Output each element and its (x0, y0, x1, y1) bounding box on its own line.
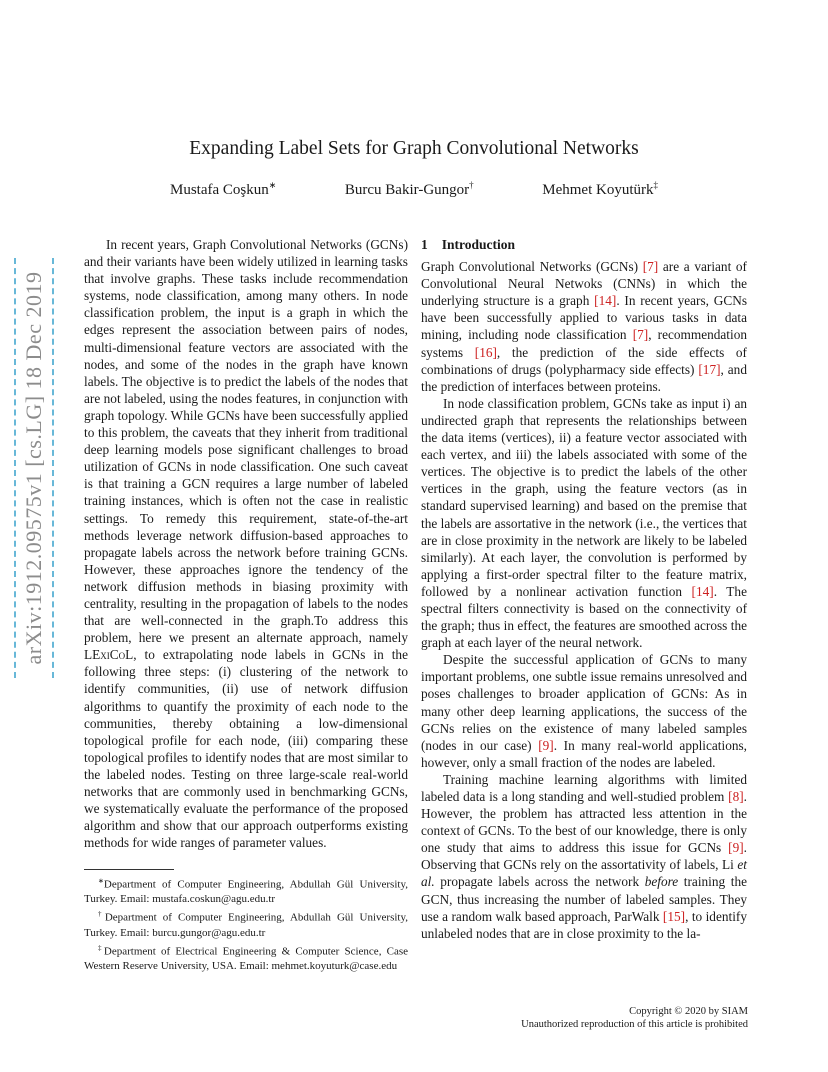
citation-link[interactable]: [14] (594, 293, 617, 309)
introduction (421, 236, 747, 942)
intro-paragraph: Training machine learning algorithms with limited labeled data is a long standing and well-studied problem [8]. However, the problem has attracted less attention in the context of GCNs. To the best of our knowledge, there is only one study that aims to address this issue for GCNs [9]. Observing that GCNs rely on the assortativity of labels, Li et al. propagate labels across the network before training the GCN, thus increasing the number of labeled samples. They use a random walk based approach, ParWalk [15], to identify unlabeled nodes that are in close proximity to the la- (421, 771, 747, 941)
citation-link[interactable]: [8] (728, 789, 744, 804)
citation-link[interactable]: [7] (632, 327, 649, 343)
citation-link[interactable]: [15] (662, 908, 686, 924)
method-name: LExiCoL (84, 647, 134, 663)
author-list (170, 180, 658, 199)
author: Burcu Bakir-Gungor† (344, 180, 474, 198)
footnotes (84, 874, 408, 974)
paper-title: Expanding Label Sets for Graph Convolutional Networks (189, 138, 639, 159)
copyright-notice: Copyright © 2020 by SIAM Unauthorized reproduction of this article is prohibited (521, 1006, 748, 1030)
citation-link[interactable]: [14] (691, 583, 714, 599)
abstract (84, 236, 408, 851)
section-heading: 1 Introduction (421, 237, 516, 252)
citation-link[interactable]: [17] (698, 361, 721, 377)
footnote-rule (84, 869, 174, 870)
footnote: ‡Department of Electrical Engineering & Computer Science, Case Western Reserve University, USA. Email: mehmet.koyuturk@case.edu (84, 943, 408, 972)
citation-link[interactable]: [9] (728, 840, 744, 856)
intro-paragraph: Graph Convolutional Networks (GCNs) [7] are a variant of Convolutional Neural Netwoks (CNNs) in which the underlying structure is a graph [14]. In recent years, GCNs have been successfully applied to various tasks in data mining, including node classification [7], recommendation systems [16], the prediction of the side effects of combinations of drugs (polypharmacy side effects) [17], and the prediction of interfaces between proteins. (421, 259, 747, 394)
footnote: †Department of Computer Engineering, Abdullah Gül University, Turkey. Email: burcu.gungor@agu.edu.tr (84, 910, 409, 939)
intro-paragraph: In node classification problem, GCNs take as input i) an undirected graph that represents the relationships between the data items (vertices), ii) a feature vector associated with each vertex, and iii) the labels associated with some of the vertices. The objective is to predict the labels of the other vertices in the graph, using the feature vectors (as in standard supervised learning) and based on the premise that the labels are assortative in the network (i.e., the vertices that are in close proximity in the network are likely to be labeled similarly). At each layer, the convolution is performed by applying a first-order spectral filter to the feature matrix, followed by a nonlinear activation function [14]. The spectral filters connectivity is based on the connectivity of the graph; thus in effect, the features are smoothed across the graph at each layer of the neural network. (421, 395, 747, 651)
author: Mustafa Coşkun∗ (170, 180, 277, 198)
citation-link[interactable]: [7] (642, 259, 659, 275)
abstract-text: In recent years, Graph Convolutional Networks (GCNs) and their variants have been widely utilized in learning tasks that involve graphs. These tasks include recommendation systems, node classification, among many others. In node classification problem, the input is a graph in which the edges represent the association between pairs of nodes, multi-dimensional feature vectors are associated with the nodes, and some of the nodes in the graph have known labels. The objective is to predict the labels of the nodes that are not labeled, using the nodes features, in conjunction with graph topology. While GCNs have been successfully applied to this problem, the caveats that they inherit from traditional deep learning models pose significant challenges to broad utilization of GCNs in node classification. One such caveat is that training a GCN requires a large number of labeled training instances, which is often not the case in realistic settings. To remedy this requirement, state-of-the-art methods leverage network diffusion-based approaches to propagate labels across the network before training GCNs. However, these approaches ignore the tendency of the network diffusion methods in biasing proximity with centrality, resulting in the propagation of labels to the nodes that are well-connected in the graph.To address this problem, here we present an alternate approach, namely LExiCoL, to extrapolating node labels in GCNs in the following three steps: (i) clustering of the network to identify communities, (ii) use of network diffusion algorithms to quantify the proximity of each node to the communities, thereby obtaining a low-dimensional topological profile for each node, (iii) comparing these topological profiles to identify nodes that are most similar to the labeled nodes. Testing on three large-scale real-world networks that are commonly used in benchmarking GCNs, we systematically evaluate the performance of the proposed algorithm and show that our approach outperforms existing methods for wide ranges of parameter values. (84, 237, 408, 851)
citation-link[interactable]: [9] (538, 737, 554, 753)
arxiv-stamp: arXiv:1912.09575v1 [cs.LG] 18 Dec 2019 (21, 271, 46, 665)
footnote: ∗Department of Computer Engineering, Abdullah Gül University, Turkey. Email: mustafa.coskun@agu.edu.tr (84, 877, 408, 906)
intro-paragraph: Despite the successful application of GCNs to many important problems, one subtle issue remains unresolved and poses challenges to broader application of GCNs: As in many other deep learning applications, the success of the GCNs relies on the existence of many labeled samples (nodes in our case) [9]. In many real-world applications, however, only a small fraction of the nodes are labeled. (421, 652, 747, 770)
citation-link[interactable]: [16] (474, 344, 497, 360)
author: Mehmet Koyutürk‡ (542, 180, 658, 198)
